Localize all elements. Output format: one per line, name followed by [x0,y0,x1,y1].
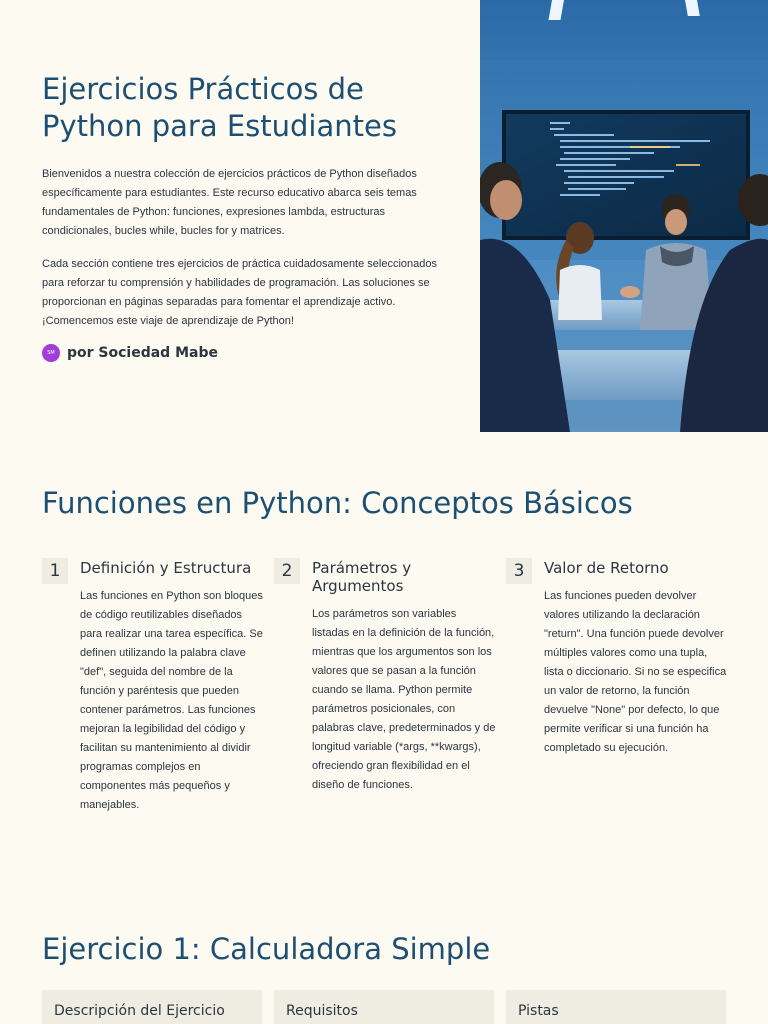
step-number: 3 [506,558,532,584]
exercise-card-hints [506,990,726,1024]
section-title-exercise-1: Ejercicio 1: Calculadora Simple [42,932,491,966]
avatar: SM [42,344,60,362]
section-title-functions: Funciones en Python: Conceptos Básicos [42,486,633,520]
hero-image-classroom [480,0,768,432]
classroom-illustration [480,0,768,432]
step-number: 1 [42,558,68,584]
card-title: Pistas [518,1003,559,1019]
concept-title: Valor de Retorno [544,559,669,577]
step-number: 2 [274,558,300,584]
concept-description: Los parámetros son variables listadas en la definición de la función, mientras que los argumentos son los valores que se pasan a la función cuando se llama. Python permite parámetros posicionales, con palabras clave, predeterminados y de longitud variable (*args, **kwargs), ofreciendo gran flexibilidad en el diseño de funciones. [312,608,496,791]
card-title: Requisitos [286,1003,358,1019]
concept-title: Definición y Estructura [80,559,252,577]
intro-paragraph-secondary: Cada sección contiene tres ejercicios de práctica cuidadosamente seleccionados para reforzar tu comprensión y habilidades de programación. Las soluciones se proporcionan en páginas separadas para fomentar el aprendizaje activo. ¡Comencemos este viaje de aprendizaje de Python! [42,258,438,327]
exercise-card-description [42,990,262,1024]
intro-paragraph: Bienvenidos a nuestra colección de ejercicios prácticos de Python diseñados específicamente para estudiantes. Este recurso educativo abarca seis temas fundamentales de Python: funciones, expresiones lambda, estructuras condicionales, bucles while, bucles for y matrices. [42,168,417,237]
card-title: Descripción del Ejercicio [54,1003,225,1019]
author-name: por Sociedad Mabe [67,345,218,361]
author-byline [42,343,218,363]
page-title: Ejercicios Prácticos de Python para Estudiantes [42,72,397,143]
concept-description: Las funciones pueden devolver valores utilizando la declaración "return". Una función puede devolver múltiples valores como una tupla, lista o diccionario. Si no se especifica un valor de retorno, la función devuelve "None" por defecto, lo que permite verificar si una función ha completado su ejecución. [544,590,727,754]
concept-title: Parámetros y Argumentos [312,559,412,595]
exercise-card-requirements [274,990,494,1024]
concept-description: Las funciones en Python son bloques de código reutilizables diseñados para realizar una tarea específica. Se definen utilizando la palabra clave "def", seguida del nombre de la función y paréntesis que pueden contener parámetros. Las funciones mejoran la legibilidad del código y facilitan su mantenimiento al dividir programas complejos en componentes más pequeños y manejables. [80,590,263,811]
